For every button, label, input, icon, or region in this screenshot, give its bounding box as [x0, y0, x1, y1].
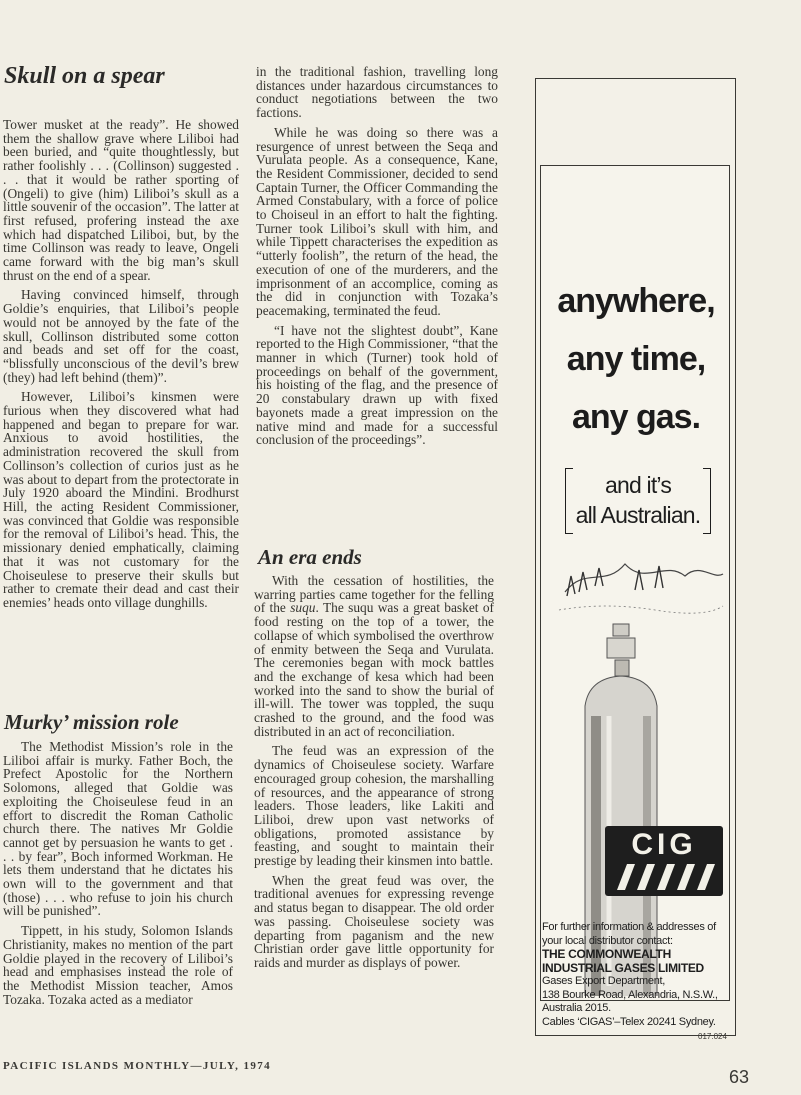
- bracket-right-icon: [703, 468, 711, 534]
- company-name-line1: THE COMMONWEALTH: [542, 947, 671, 961]
- left-column-body-2: [3, 740, 233, 1006]
- paragraph: Having convinced himself, through Goldie’s enquiries, that Liliboi’s people would not be annoyed by the fate of the skull, Collinson distributed some cotton and beads and set off for the coast, “blissfully unconscious of the devil’s brew (they) had left behind (them)”.: [3, 287, 239, 385]
- magazine-footer: PACIFIC ISLANDS MONTHLY—JULY, 1974: [3, 1060, 272, 1072]
- paragraph: Tower musket at the ready”. He showed them the shallow grave where Liliboi had been buried, and “quite thoughtlessly, but rather foolishly . . . (Collinson) suggested . . . that it would be rather sporting of (Ongeli) to give (him) Liliboi’s skull as a little souvenir of the occasion”. The latter at first refused, profering instead the axe which had dispatched Liliboi, but, by the time Collinson was ready to leave, Ongeli came forward with the big man’s skull thrust on the end of a spear.: [3, 117, 239, 283]
- paragraph: With the cessation of hostilities, the warring parties came together for the felling of the suqu. The suqu was a great basket of food resting on the top of a tower, the collapse of which symbolised the overthrow of enmity between the Seqa and Vurulata. The ceremonies began with mock battles and the exchange of kesa which had been worked into the sand to show the burial of ill-will. The tower was toppled, the suqu crashed to the ground, and the food was distributed in an act of reconciliation.: [254, 573, 494, 739]
- paragraph: Tippett, in his study, Solomon Islands Christianity, makes no mention of the part Goldie played in the recovery of Liliboi’s head and emphasises instead the role of the Methodist Mission teacher, Amos Tozaka. Tozaka acted as a mediator: [3, 923, 233, 1007]
- page-number: 63: [729, 1067, 750, 1087]
- heading-murky-mission-role: Murky’ mission role: [4, 710, 179, 734]
- paragraph: The Methodist Mission’s role in the Liliboi affair is murky. Father Boch, the Prefect Apostolic for the Northern Solomons, alleged that Goldie was exploiting the Choiseulese feud in an effort to discredit the Roman Catholic church there. The natives Mr Goldie cannot get by persuasion he wants to get . . . by fear”, Boch informed Workman. He lets them understand that he dictates his own will to the government and that (those) . . . who refuse to join his church will be punished”.: [3, 739, 233, 919]
- cig-stripes-icon: [613, 864, 715, 890]
- paragraph: When the great feud was over, the traditional avenues for expressing revenge and status began to disappear. The old order was passing. Choiseulese society was departing from paganism and the new Christian order gave little opportunity for raids and murder as displays of power.: [254, 872, 494, 970]
- ad-slogan-line2: any time,: [566, 340, 706, 378]
- heading-an-era-ends: An era ends: [258, 545, 362, 569]
- ad-inner-frame: [540, 165, 730, 1001]
- paragraph: However, Liliboi’s kinsmen were furious when they discovered what had happened and began to prepare for war. Anxious to avoid hostilities, the administration recovered the skull from Collinson’s collection of curios just as he was about to depart from the protectorate in July 1920 aboard the Mindini. Brodhurst Hill, the acting Resident Commissioner, was convinced that Goldie was responsible for the removal of Liliboi’s head. This, the missionary denied emphatically, claiming that it was not customary for the Choiseulese to preserve their skulls but rather to cremate their dead and cast their enemies’ heads onto village dunghills.: [3, 389, 239, 610]
- paragraph: While he was doing so there was a resurgence of unrest between the Seqa and Vurulata people. As a consequence, Kane, the Resident Commissioner, decided to send Captain Turner, the Officer Commanding the Armed Constabulary, with a force of police to Choiseul in an effort to halt the fighting. Turner took Liliboi’s skull with him, and while Tippett characterises the expedition as “utterly foolish”, the return of the head, the execution of one of the murderers, and the imprisonment of an accomplice, coming as the did in conjunction with Tozaka’s peacemaking, terminated the feud.: [256, 124, 498, 318]
- cig-advertisement: [535, 78, 736, 1036]
- middle-column-body-2: [254, 574, 494, 970]
- tag-line1: and it’s: [604, 472, 672, 498]
- contact-address: 138 Bourke Road, Alexandria, N.S.W., Australia 2015.: [542, 988, 718, 1014]
- ad-slogan-line3: any gas.: [571, 398, 701, 436]
- ad-contact-block: [542, 921, 732, 1029]
- cig-logo: [605, 826, 723, 896]
- suqu-italic: suqu: [290, 600, 316, 616]
- paragraph: in the traditional fashion, travelling long distances under hazardous circumstances to conduct negotiations between the two factions.: [256, 64, 498, 121]
- ad-code: 017.024: [698, 1032, 727, 1041]
- heading-skull-on-a-spear: Skull on a spear: [4, 63, 165, 89]
- left-column-body: [3, 118, 239, 610]
- ad-slogan-line1: anywhere,: [557, 282, 715, 320]
- bracket-left-icon: [565, 468, 573, 534]
- middle-column-body: [256, 65, 498, 447]
- cig-logo-text: CIG: [631, 828, 697, 861]
- paragraph: The feud was an expression of the dynamics of Choiseulese society. Warfare encouraged group cohesion, the marshalling of resources, and the appearance of strong leaders. Those leaders, like Lakiti and Liliboi, drew upon vast networks of obligations, promoted assistance by feasting, and sought to maintain their prestige by leading their kinsmen into battle.: [254, 743, 494, 869]
- all-australian-tag: [565, 468, 711, 538]
- tag-line2: all Australian.: [575, 502, 701, 528]
- contact-cables: Cables ‘CIGAS’–Telex 20241 Sydney.: [542, 1015, 716, 1028]
- contact-intro: For further information & addresses of your local distributor contact:: [542, 921, 716, 947]
- contact-dept: Gases Export Department,: [542, 975, 666, 987]
- paragraph: “I have not the slightest doubt”, Kane reported to the High Commissioner, “that the manner in which (Turner) took hold of proceedings on behalf of the government, his hoisting of the flag, and the presence of 20 constabulary drawn up with fixed bayonets made a great impression on the native mind and made for a successful conclusion of the proceedings”.: [256, 322, 498, 448]
- company-name-line2: INDUSTRIAL GASES LIMITED: [542, 960, 704, 975]
